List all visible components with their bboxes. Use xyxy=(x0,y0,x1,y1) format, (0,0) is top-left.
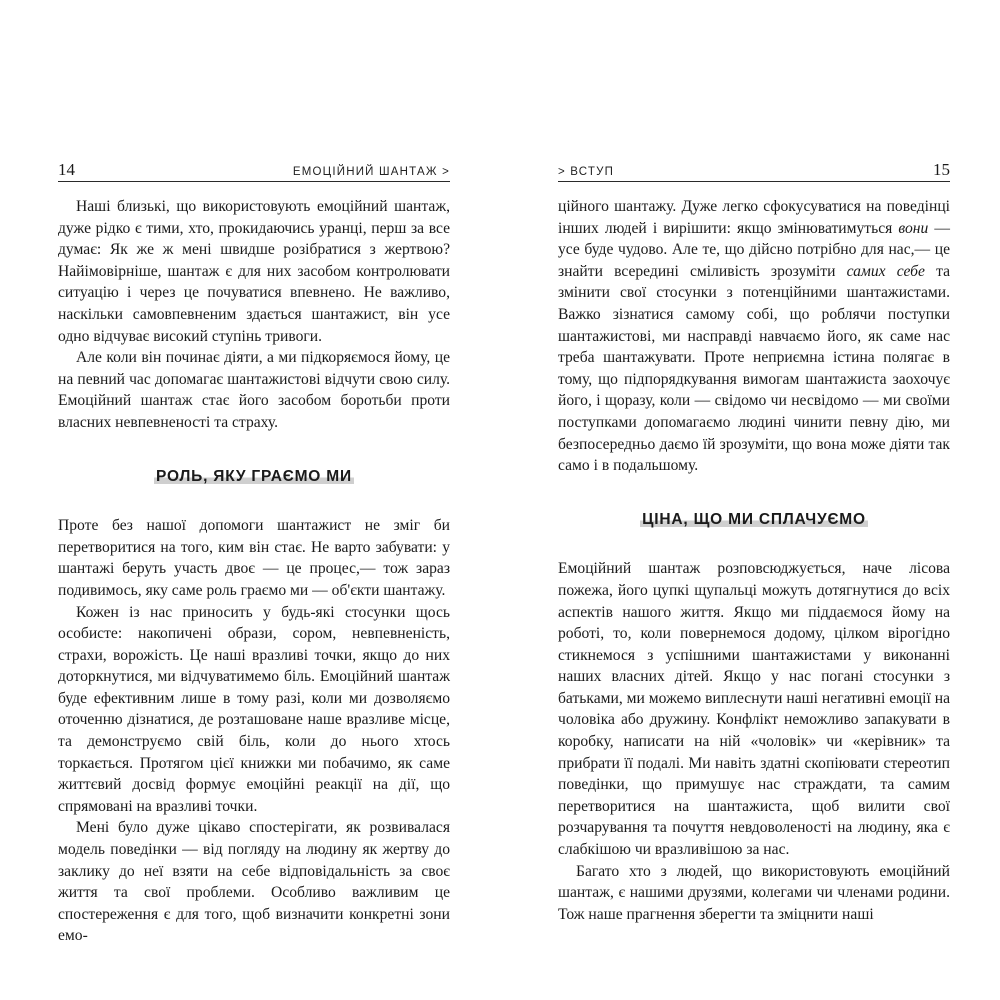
paragraph xyxy=(558,196,950,477)
paragraph: Багато хто з людей, що використовують емоційний шантаж, є нашими друзями, колегами чи членами родини. Тож наше прагнення зберегти та зміцнити наші xyxy=(558,862,950,923)
right-running-head: > ВСТУП xyxy=(558,165,615,178)
paragraph: Проте без нашої допомоги шантажист не зміг би перетворитися на того, ким він стає. Не варто забувати: у шантажі беруть участь двоє — це процес,— тож зараз подивимось, яку саме роль граємо ми — об'єкти шантажу. xyxy=(58,517,450,599)
text-run: — усе буде чудово. Але те, що дійсно потрібно для нас,— це знайти всередині сміливість зрозуміти xyxy=(558,219,950,280)
right-page-header xyxy=(558,158,950,182)
section-heading-role xyxy=(58,466,450,488)
paragraph: Кожен із нас приносить у будь-які стосунки щось особисте: накопичені образи, сором, невпевненість, страхи, ворожість. Це наші вразливі точки, якщо до них доторкнутися, ми відчуватимемо біль. Емоційний шантаж буде ефективним лише в тому разі, коли ми дозволяємо оточенню дізнатися, де розташоване наше вразливе місце, та демонструємо свій біль, коли до нього хтось торкається. Протягом цієї книжки ми побачимо, як саме життєвий досвід формує емоційні реакції на дії, що спрямовані на вразливі точки. xyxy=(58,603,450,815)
text-run: та змінити свої стосунки з потенційними шантажистами. Важко зізнатися самому собі, що роблячи поступки шантажистові, ми насправді навчаємо його, як саме нас треба шантажувати. Проте неприємна істина полягає в тому, що підпорядкування вимогам шантажиста заохочує його, і щоразу, коли — свідомо чи несвідомо — ми своїми поступками допомагаємо людині чинити певну дію, ми безпосередньо даємо їй зрозуміти, що вона може діяти так само і в подальшому. xyxy=(558,262,951,475)
right-page-number: 15 xyxy=(933,160,950,179)
left-page-header xyxy=(58,158,450,182)
text-run: ційного шантажу. Дуже легко сфокусуватися на поведінці інших людей і вирішити: якщо змінюватимуться xyxy=(558,198,950,237)
emphasis-text: вони xyxy=(898,219,929,237)
section-heading-text: ЦІНА, ЩО МИ СПЛАЧУЄМО xyxy=(642,510,866,528)
left-running-head: ЕМОЦІЙНИЙ ШАНТАЖ > xyxy=(292,165,450,178)
emphasis-text: самих себе xyxy=(846,262,925,280)
right-page-body xyxy=(558,196,950,925)
left-page-number: 14 xyxy=(58,160,75,179)
left-page-body xyxy=(58,196,450,947)
paragraph: Але коли він починає діяти, а ми підкоряємося йому, це на певний час допомагає шантажистові відчути свою силу. Емоційний шантаж стає його засобом боротьби проти власних невпевненості та страху. xyxy=(58,349,450,431)
section-heading-price xyxy=(558,509,950,531)
paragraph: Наші близькі, що використовують емоційний шантаж, дуже рідко є тими, хто, прокидаючись уранці, перш за все думає: Як же ж мені швидше розібратися з жертвою? Найімовірніше, шантаж є для них засобом контролювати ситуацію і через це почуватися впевнено. Не важливо, наскільки самовпевненим здається шантажист, він усе одно відчуває високий ступінь тривоги. xyxy=(58,198,450,345)
right-page xyxy=(558,158,950,925)
left-page xyxy=(58,158,450,947)
paragraph: Емоційний шантаж розповсюджується, наче лісова пожежа, його цупкі щупальці можуть дотягнутися до всіх аспектів нашого життя. Якщо ми піддаємося йому на роботі, то, коли повернемося додому, цілком вірогідно стикнемося з успішними шантажистами у виконанні наших власних дітей. Якщо у нас погані стосунки з батьками, ми можемо виплеснути наші негативні емоції на чоловіка або дружину. Конфлікт неможливо запакувати в коробку, написати на ній «чоловік» чи «керівник» та прибрати її подалі. Ми навіть здатні скопіювати стереотип поведінки, що примушує нас страждати, та самим перетворитися на шантажиста, щоб вилити свої розчарування та почуття невдоволеності на людину, яка є слабкішою чи вразливішою за нас. xyxy=(558,560,950,859)
paragraph: Мені було дуже цікаво спостерігати, як розвивалася модель поведінки — від погляду на людину як жертву до заклику до неї взяти на себе відповідальність за своє життя та свої проблеми. Особливо важливим це спостереження є для того, щоб визначити конкретні зони емо- xyxy=(58,819,450,945)
section-heading-text: РОЛЬ, ЯКУ ГРАЄМО МИ xyxy=(156,467,352,485)
